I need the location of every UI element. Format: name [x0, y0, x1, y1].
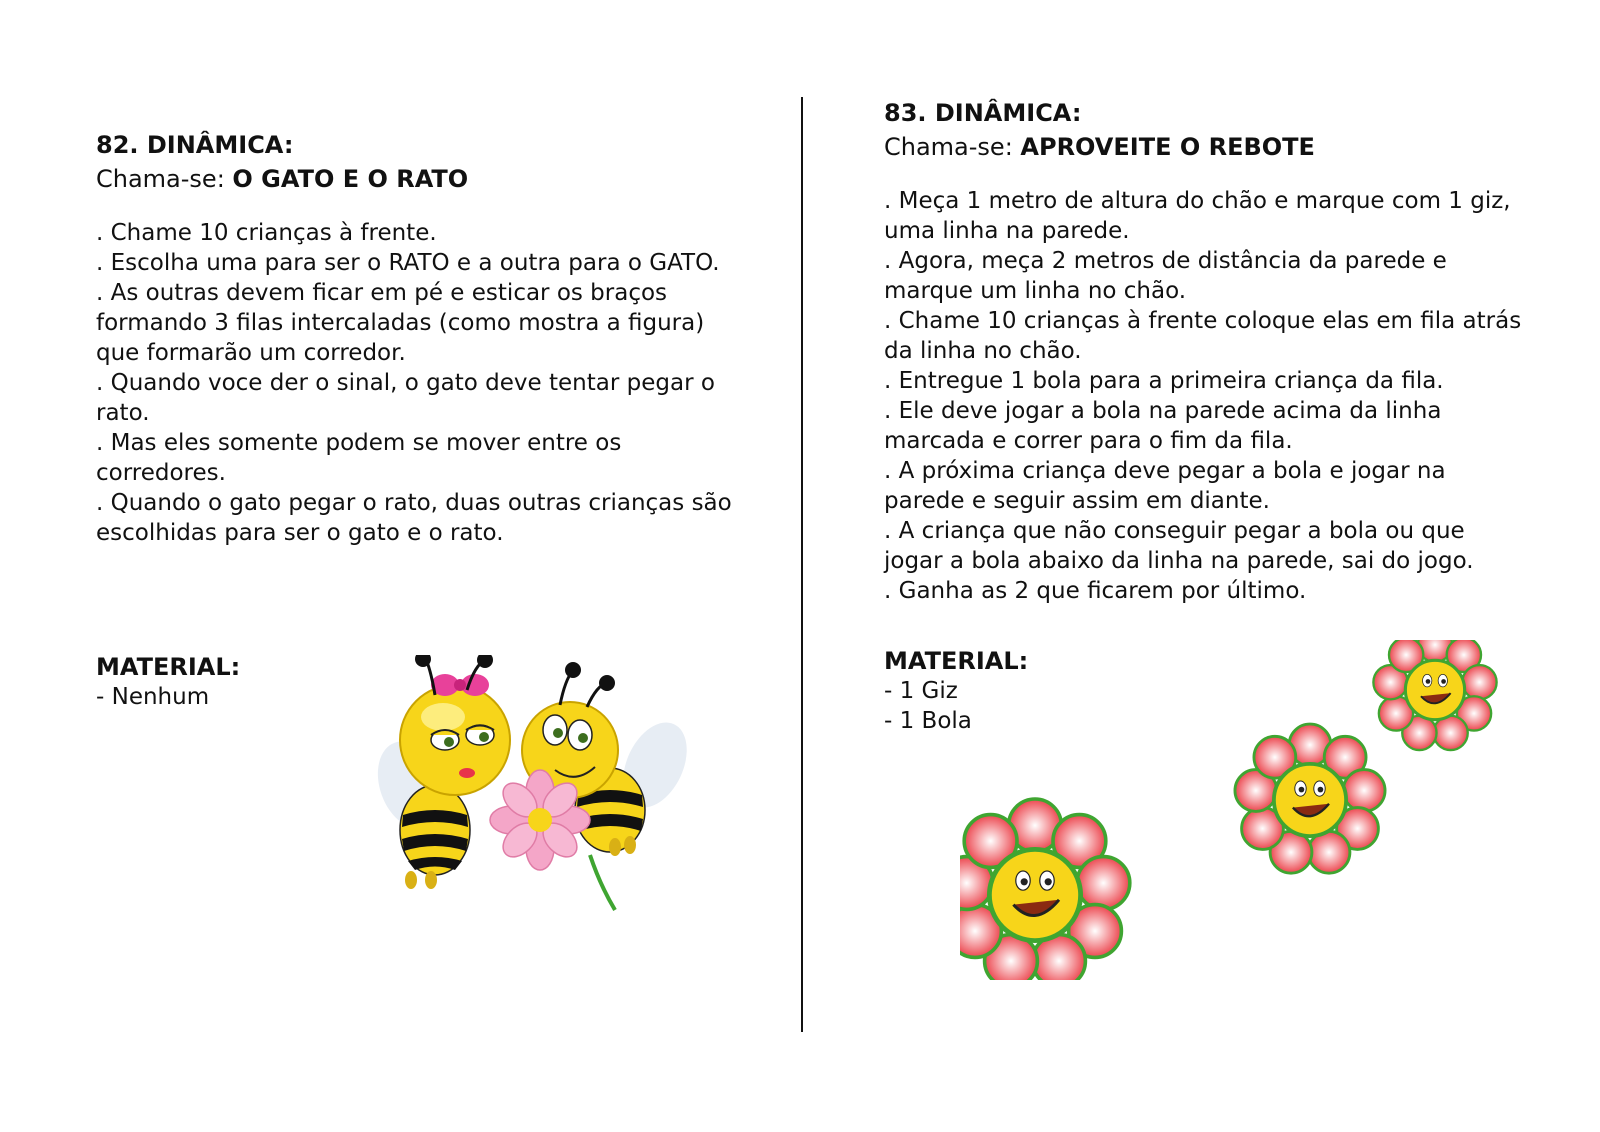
right-subtitle: [884, 130, 1524, 164]
right-subtitle-prefix: Chama-se:: [884, 133, 1021, 161]
step-item: . Mas eles somente podem se mover entre os corredores.: [96, 430, 622, 486]
step-item: . Quando o gato pegar o rato, duas outras crianças são escolhidas para ser o gato e o rato.: [96, 490, 732, 546]
step-item: . Ele deve jogar a bola na parede acima da linha marcada e correr para o fim da fila.: [884, 398, 1442, 454]
material-item: - 1 Giz: [884, 678, 958, 704]
step-item: . A criança que não conseguir pegar a bola ou que jogar a bola abaixo da linha na parede, sai do jogo.: [884, 518, 1474, 574]
left-material-title: MATERIAL:: [96, 653, 241, 681]
material-item: - Nenhum: [96, 684, 210, 710]
step-item: . Quando voce der o sinal, o gato deve tentar pegar o rato.: [96, 370, 715, 426]
material-item: - 1 Bola: [884, 708, 972, 734]
page-divider: [801, 97, 803, 1032]
step-item: . Meça 1 metro de altura do chão e marque com 1 giz, uma linha na parede.: [884, 188, 1511, 244]
step-item: . Agora, meça 2 metros de distância da parede e marque um linha no chão.: [884, 248, 1447, 304]
smiling-red-flowers-icon: [960, 640, 1500, 980]
left-steps: [96, 218, 736, 548]
left-subtitle: [96, 162, 736, 196]
step-item: . Chame 10 crianças à frente coloque elas em fila atrás da linha no chão.: [884, 308, 1522, 364]
step-item: . Escolha uma para ser o RATO e a outra para o GATO.: [96, 250, 720, 276]
left-subtitle-prefix: Chama-se:: [96, 165, 233, 193]
step-item: . Chame 10 crianças à frente.: [96, 220, 437, 246]
left-heading: 82. DINÂMICA:: [96, 131, 294, 159]
right-material-title: MATERIAL:: [884, 647, 1029, 675]
step-item: . As outras devem ficar em pé e esticar os braços formando 3 filas intercaladas (como mostra a figura) que formarão um corredor.: [96, 280, 705, 366]
step-item: . Ganha as 2 que ficarem por último.: [884, 578, 1307, 604]
right-activity-name: APROVEITE O REBOTE: [1020, 133, 1315, 161]
step-item: . Entregue 1 bola para a primeira criança da fila.: [884, 368, 1444, 394]
step-item: . A próxima criança deve pegar a bola e jogar na parede e seguir assim em diante.: [884, 458, 1446, 514]
right-steps: [884, 186, 1524, 606]
left-activity: [96, 0, 736, 712]
left-activity-name: O GATO E O RATO: [232, 165, 469, 193]
right-activity: [884, 0, 1524, 736]
two-bees-with-flower-icon: [375, 655, 695, 945]
right-heading: 83. DINÂMICA:: [884, 99, 1082, 127]
